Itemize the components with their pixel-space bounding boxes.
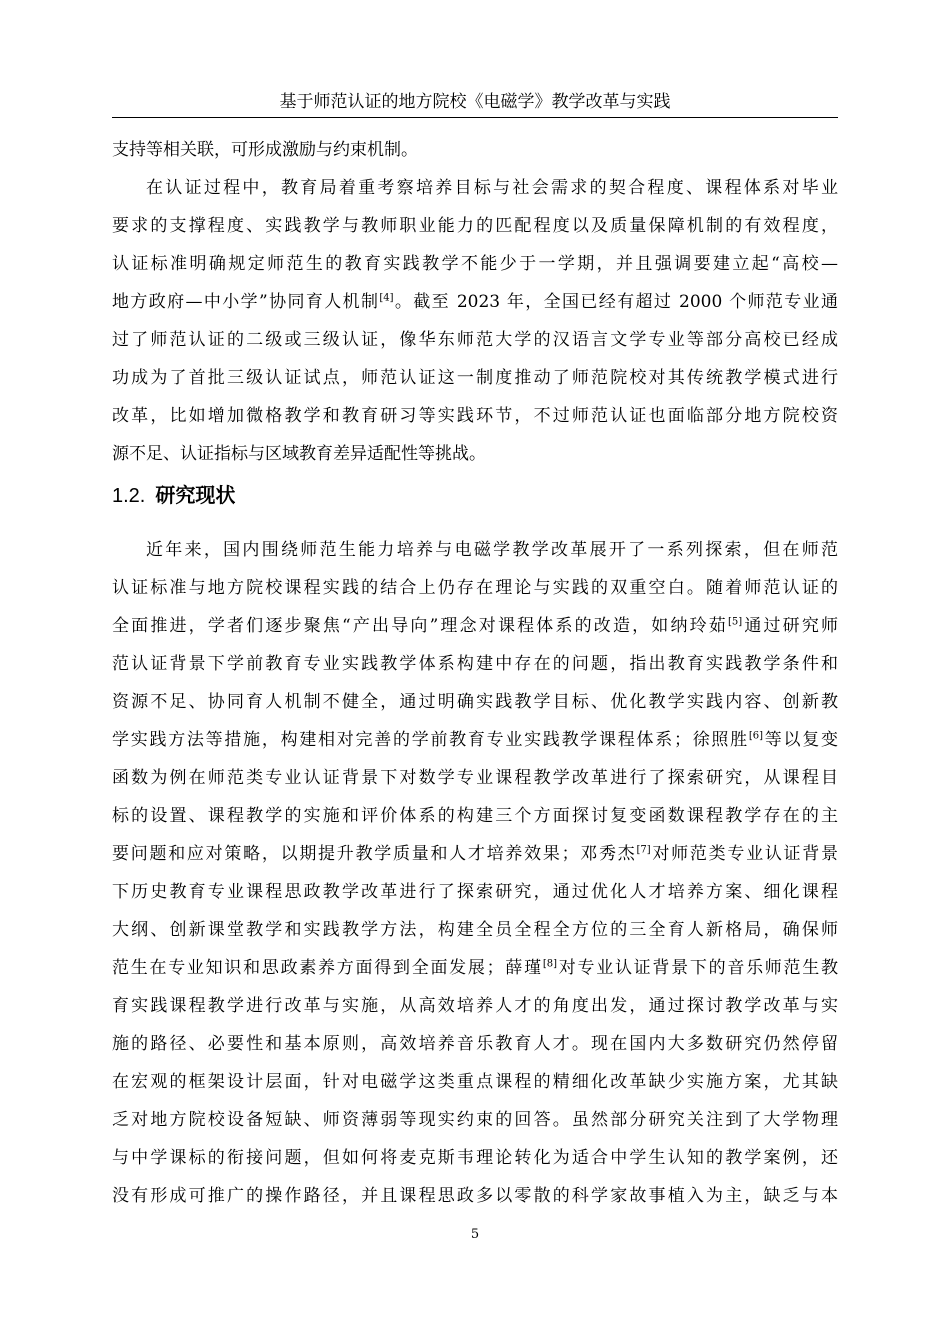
- text-segment: 对专业认证背景下的音乐师范生教: [557, 958, 838, 978]
- citation-ref: [5]: [727, 616, 743, 628]
- header-rule: [112, 117, 838, 118]
- text-segment: 范生在专业知识和思政素养方面得到全面发展；薛瑾: [112, 958, 543, 978]
- running-header: 基于师范认证的地方院校《电磁学》教学改革与实践: [279, 92, 671, 112]
- section-number: 1.2.: [112, 485, 146, 507]
- paragraph-line: 下历史教育专业课程思政教学改革进行了探索研究，通过优化人才培养方案、细化课程: [112, 882, 838, 902]
- paragraph-line: 近年来，国内围绕师范生能力培养与电磁学教学改革展开了一系列探索，但在师范: [146, 540, 838, 560]
- section-heading: [112, 478, 235, 513]
- paragraph-line: 标的设置、课程教学的实施和评价体系的构建三个方面探讨复变函数课程教学存在的主: [112, 806, 838, 826]
- text-segment: 学实践方法等措施，构建相对完善的学前教育专业实践教学课程体系；徐照胜: [112, 730, 749, 750]
- paragraph-line: 资源不足、协同育人机制不健全，通过明确实践教学目标、优化教学实践内容、创新教: [112, 692, 838, 712]
- text-segment: 全面推进，学者们逐步聚焦“产出导向”理念对课程体系的改造，如纳玲茹: [112, 616, 728, 636]
- paragraph-line: 与中学课标的衔接问题，但如何将麦克斯韦理论转化为适合中学生认知的教学案例，还: [112, 1148, 838, 1168]
- paragraph-line: 认证标准明确规定师范生的教育实践教学不能少于一学期，并且强调要建立起“高校—: [112, 254, 838, 274]
- text-segment: 。截至 2023 年，全国已经有超过 2000 个师范专业通: [393, 292, 838, 312]
- paragraph-line: [112, 607, 838, 645]
- paragraph-line: 在宏观的框架设计层面，针对电磁学这类重点课程的精细化改革缺少实施方案，尤其缺: [112, 1072, 838, 1092]
- paragraph-line: 支持等相关联，可形成激励与约束机制。: [112, 140, 418, 160]
- paragraph-line: 没有形成可推广的操作路径，并且课程思政多以零散的科学家故事植入为主，缺乏与本: [112, 1186, 838, 1206]
- text-segment: 对师范类专业认证背景: [650, 844, 839, 864]
- text-segment: 要问题和应对策略，以期提升教学质量和人才培养效果；邓秀杰: [112, 844, 637, 864]
- paragraph-line: 大纲、创新课堂教学和实践教学方法，构建全员全程全方位的三全育人新格局，确保师: [112, 920, 838, 940]
- paragraph-line: 源不足、认证指标与区域教育差异适配性等挑战。: [112, 444, 486, 464]
- citation-ref: [4]: [379, 292, 394, 304]
- paragraph-line: 功成为了首批三级认证试点，师范认证这一制度推动了师范院校对其传统教学模式进行: [112, 368, 838, 388]
- text-segment: 地方政府—中小学”协同育人机制: [112, 292, 380, 312]
- page-number: 5: [470, 1227, 480, 1242]
- paragraph-line: 认证标准与地方院校课程实践的结合上仍存在理论与实践的双重空白。随着师范认证的: [112, 578, 838, 598]
- text-segment: 等以复变: [763, 730, 839, 750]
- citation-ref: [8]: [542, 958, 558, 970]
- paragraph-line: 函数为例在师范类专业认证背景下对数学专业课程教学改革进行了探索研究，从课程目: [112, 768, 838, 788]
- paragraph-line: 要求的支撑程度、实践教学与教师职业能力的匹配程度以及质量保障机制的有效程度，: [112, 216, 838, 236]
- citation-ref: [7]: [636, 844, 651, 856]
- paragraph-line: 育实践课程教学进行改革与实施，从高效培养人才的角度出发，通过探讨教学改革与实: [112, 996, 838, 1016]
- paragraph-line: [112, 835, 838, 873]
- paragraph-line: 施的路径、必要性和基本原则，高效培养音乐教育人才。现在国内大多数研究仍然停留: [112, 1034, 838, 1054]
- paragraph-line: 改革，比如增加微格教学和教育研习等实践环节，不过师范认证也面临部分地方院校资: [112, 406, 838, 426]
- paragraph-line: [112, 721, 838, 759]
- paragraph-line: [112, 949, 838, 987]
- paragraph-line: 乏对地方院校设备短缺、师资薄弱等现实约束的回答。虽然部分研究关注到了大学物理: [112, 1110, 838, 1130]
- paragraph-line: 在认证过程中，教育局着重考察培养目标与社会需求的契合程度、课程体系对毕业: [146, 178, 838, 198]
- text-segment: 通过研究师: [742, 616, 839, 636]
- section-title: 研究现状: [155, 483, 236, 507]
- paragraph-line: 范认证背景下学前教育专业实践教学体系构建中存在的问题，指出教育实践教学条件和: [112, 654, 838, 674]
- paragraph-line: 过了师范认证的二级或三级认证，像华东师范大学的汉语言文学专业等部分高校已经成: [112, 330, 838, 350]
- citation-ref: [6]: [748, 730, 764, 742]
- paragraph-line: [112, 283, 838, 321]
